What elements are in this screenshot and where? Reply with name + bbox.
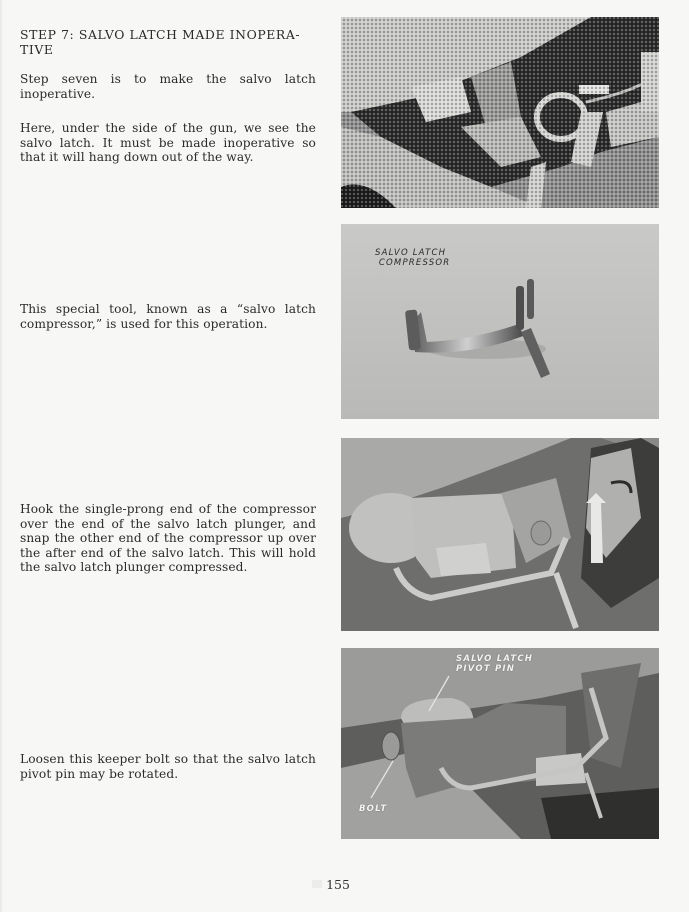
photo-3-image — [341, 438, 659, 631]
heading-line-2: TIVE — [20, 41, 54, 57]
photo-salvo-latch-under-gun — [341, 17, 659, 208]
label-salvo-latch-pivot-pin: SALVO LATCH PIVOT PIN — [456, 654, 534, 674]
photo-compressor-installed — [341, 438, 659, 631]
photo-keeper-bolt-pivot-pin — [341, 648, 659, 839]
photo-4-image — [341, 648, 659, 839]
photo-1-image — [341, 17, 659, 208]
paragraph-intro: Step seven is to make the salvo latch inoperative. — [20, 72, 316, 101]
page-edge — [0, 0, 3, 912]
label-salvo-latch-compressor: SALVO LATCH COMPRESSOR — [375, 248, 451, 268]
paragraph-loosen-bolt: Loosen this keeper bolt so that the salvo latch pivot pin may be rotated. — [20, 752, 316, 781]
paragraph-special-tool: This special tool, known as a “salvo latch compressor,” is used for this operation. — [20, 302, 316, 331]
paragraph-salvo-latch: Here, under the side of the gun, we see the salvo latch. It must be made inoperative so that it will hang down out of the way. — [20, 121, 316, 165]
page-number: 155 — [326, 877, 350, 892]
label-bolt: BOLT — [359, 804, 388, 814]
step-heading — [20, 28, 316, 57]
heading-line-1: STEP 7: SALVO LATCH MADE INOPERA- — [20, 27, 301, 42]
paragraph-hook-compressor: Hook the single-prong end of the compressor over the end of the salvo latch plunger, and snap the other end of the compressor up over the after end of the salvo latch. This will hold the salvo latch plunger compressed. — [20, 502, 316, 575]
photo-salvo-latch-compressor — [341, 224, 659, 419]
